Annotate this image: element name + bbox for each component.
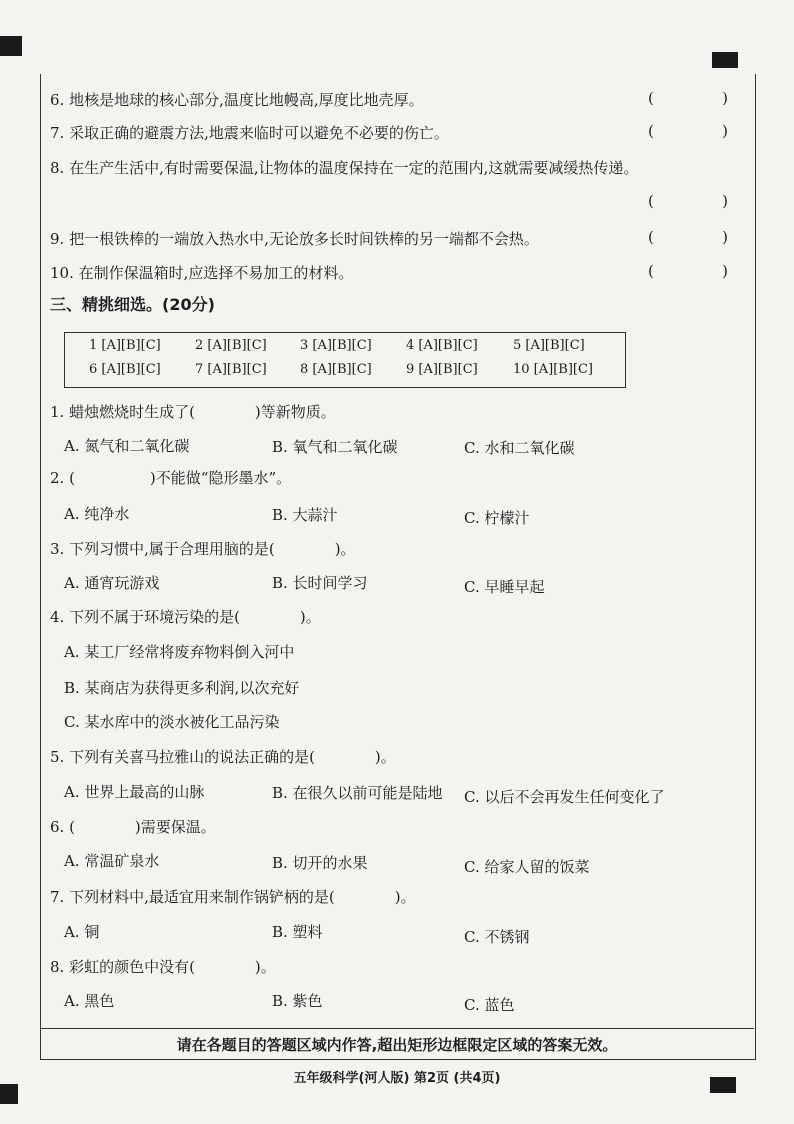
question-6-option-c[interactable]: C. 给家人留的饭菜	[464, 858, 590, 876]
question-4-option-a[interactable]: A. 某工厂经常将废弃物料倒入河中	[64, 643, 295, 661]
registration-mark-bottom-left	[0, 1084, 18, 1104]
tf-answer-blank-10[interactable]: ( )	[648, 262, 728, 280]
section-3-title: 三、精挑细选。(20分)	[50, 295, 215, 314]
question-3-option-b[interactable]: B. 长时间学习	[272, 574, 368, 592]
question-5-option-b[interactable]: B. 在很久以前可能是陆地	[272, 784, 443, 802]
answer-area-notice: 请在各题目的答题区域内作答,超出矩形边框限定区域的答案无效。	[40, 1028, 754, 1060]
question-4-option-b[interactable]: B. 某商店为获得更多利润,以次充好	[64, 679, 300, 697]
tf-answer-blank-6[interactable]: ( )	[648, 89, 728, 107]
registration-mark-top-right	[712, 52, 738, 68]
question-6-option-a[interactable]: A. 常温矿泉水	[64, 852, 160, 870]
question-8-option-b[interactable]: B. 紫色	[272, 992, 323, 1010]
tf-statement-7: 7. 采取正确的避震方法,地震来临时可以避免不必要的伤亡。	[50, 124, 449, 142]
question-3-stem: 3. 下列习惯中,属于合理用脑的是( )。	[50, 540, 356, 558]
question-1-option-a[interactable]: A. 氮气和二氧化碳	[64, 437, 190, 455]
question-2-option-b[interactable]: B. 大蒜汁	[272, 506, 338, 524]
tf-statement-9: 9. 把一根铁棒的一端放入热水中,无论放多长时间铁棒的另一端都不会热。	[50, 230, 539, 248]
question-2-option-a[interactable]: A. 纯净水	[64, 505, 130, 523]
question-8-option-c[interactable]: C. 蓝色	[464, 996, 515, 1014]
question-5-option-a[interactable]: A. 世界上最高的山脉	[64, 783, 205, 801]
question-5-stem: 5. 下列有关喜马拉雅山的说法正确的是( )。	[50, 748, 396, 766]
answer-bubble-row-9[interactable]: 9 [A][B][C]	[406, 362, 478, 377]
question-3-option-a[interactable]: A. 通宵玩游戏	[64, 574, 160, 592]
question-1-option-b[interactable]: B. 氧气和二氧化碳	[272, 438, 398, 456]
question-2-stem: 2. ( )不能做“隐形墨水”。	[50, 469, 292, 487]
answer-frame	[40, 74, 756, 1060]
question-8-option-a[interactable]: A. 黑色	[64, 992, 115, 1010]
tf-statement-6: 6. 地核是地球的核心部分,温度比地幔高,厚度比地壳厚。	[50, 91, 424, 109]
answer-bubble-row-4[interactable]: 4 [A][B][C]	[406, 338, 478, 353]
tf-answer-blank-8[interactable]: ( )	[648, 192, 728, 210]
tf-answer-blank-9[interactable]: ( )	[648, 228, 728, 246]
question-1-stem: 1. 蜡烛燃烧时生成了( )等新物质。	[50, 403, 336, 421]
answer-bubble-row-8[interactable]: 8 [A][B][C]	[300, 362, 372, 377]
question-7-option-c[interactable]: C. 不锈钢	[464, 928, 530, 946]
question-4-stem: 4. 下列不属于环境污染的是( )。	[50, 608, 321, 626]
page-footer: 五年级科学(河人版) 第2页 (共4页)	[293, 1071, 501, 1086]
question-7-stem: 7. 下列材料中,最适宜用来制作锅铲柄的是( )。	[50, 888, 416, 906]
question-7-option-a[interactable]: A. 铜	[64, 923, 100, 941]
question-3-option-c[interactable]: C. 早睡早起	[464, 578, 545, 596]
registration-mark-top-left	[0, 36, 22, 56]
tf-statement-10: 10. 在制作保温箱时,应选择不易加工的材料。	[50, 264, 354, 282]
answer-bubble-grid	[64, 332, 626, 388]
question-6-stem: 6. ( )需要保温。	[50, 818, 216, 836]
tf-statement-8: 8. 在生产生活中,有时需要保温,让物体的温度保持在一定的范围内,这就需要减缓热传递。	[50, 159, 639, 177]
question-8-stem: 8. 彩虹的颜色中没有( )。	[50, 958, 276, 976]
question-6-option-b[interactable]: B. 切开的水果	[272, 854, 368, 872]
tf-answer-blank-7[interactable]: ( )	[648, 122, 728, 140]
answer-bubble-row-7[interactable]: 7 [A][B][C]	[195, 362, 267, 377]
answer-bubble-row-3[interactable]: 3 [A][B][C]	[300, 338, 372, 353]
answer-bubble-row-1[interactable]: 1 [A][B][C]	[89, 338, 161, 353]
answer-bubble-row-2[interactable]: 2 [A][B][C]	[195, 338, 267, 353]
question-5-option-c[interactable]: C. 以后不会再发生任何变化了	[464, 788, 665, 806]
answer-bubble-row-5[interactable]: 5 [A][B][C]	[513, 338, 585, 353]
answer-bubble-row-10[interactable]: 10 [A][B][C]	[513, 362, 593, 377]
question-2-option-c[interactable]: C. 柠檬汁	[464, 509, 530, 527]
question-4-option-c[interactable]: C. 某水库中的淡水被化工品污染	[64, 713, 280, 731]
answer-bubble-row-6[interactable]: 6 [A][B][C]	[89, 362, 161, 377]
question-7-option-b[interactable]: B. 塑料	[272, 923, 323, 941]
question-1-option-c[interactable]: C. 水和二氧化碳	[464, 439, 575, 457]
